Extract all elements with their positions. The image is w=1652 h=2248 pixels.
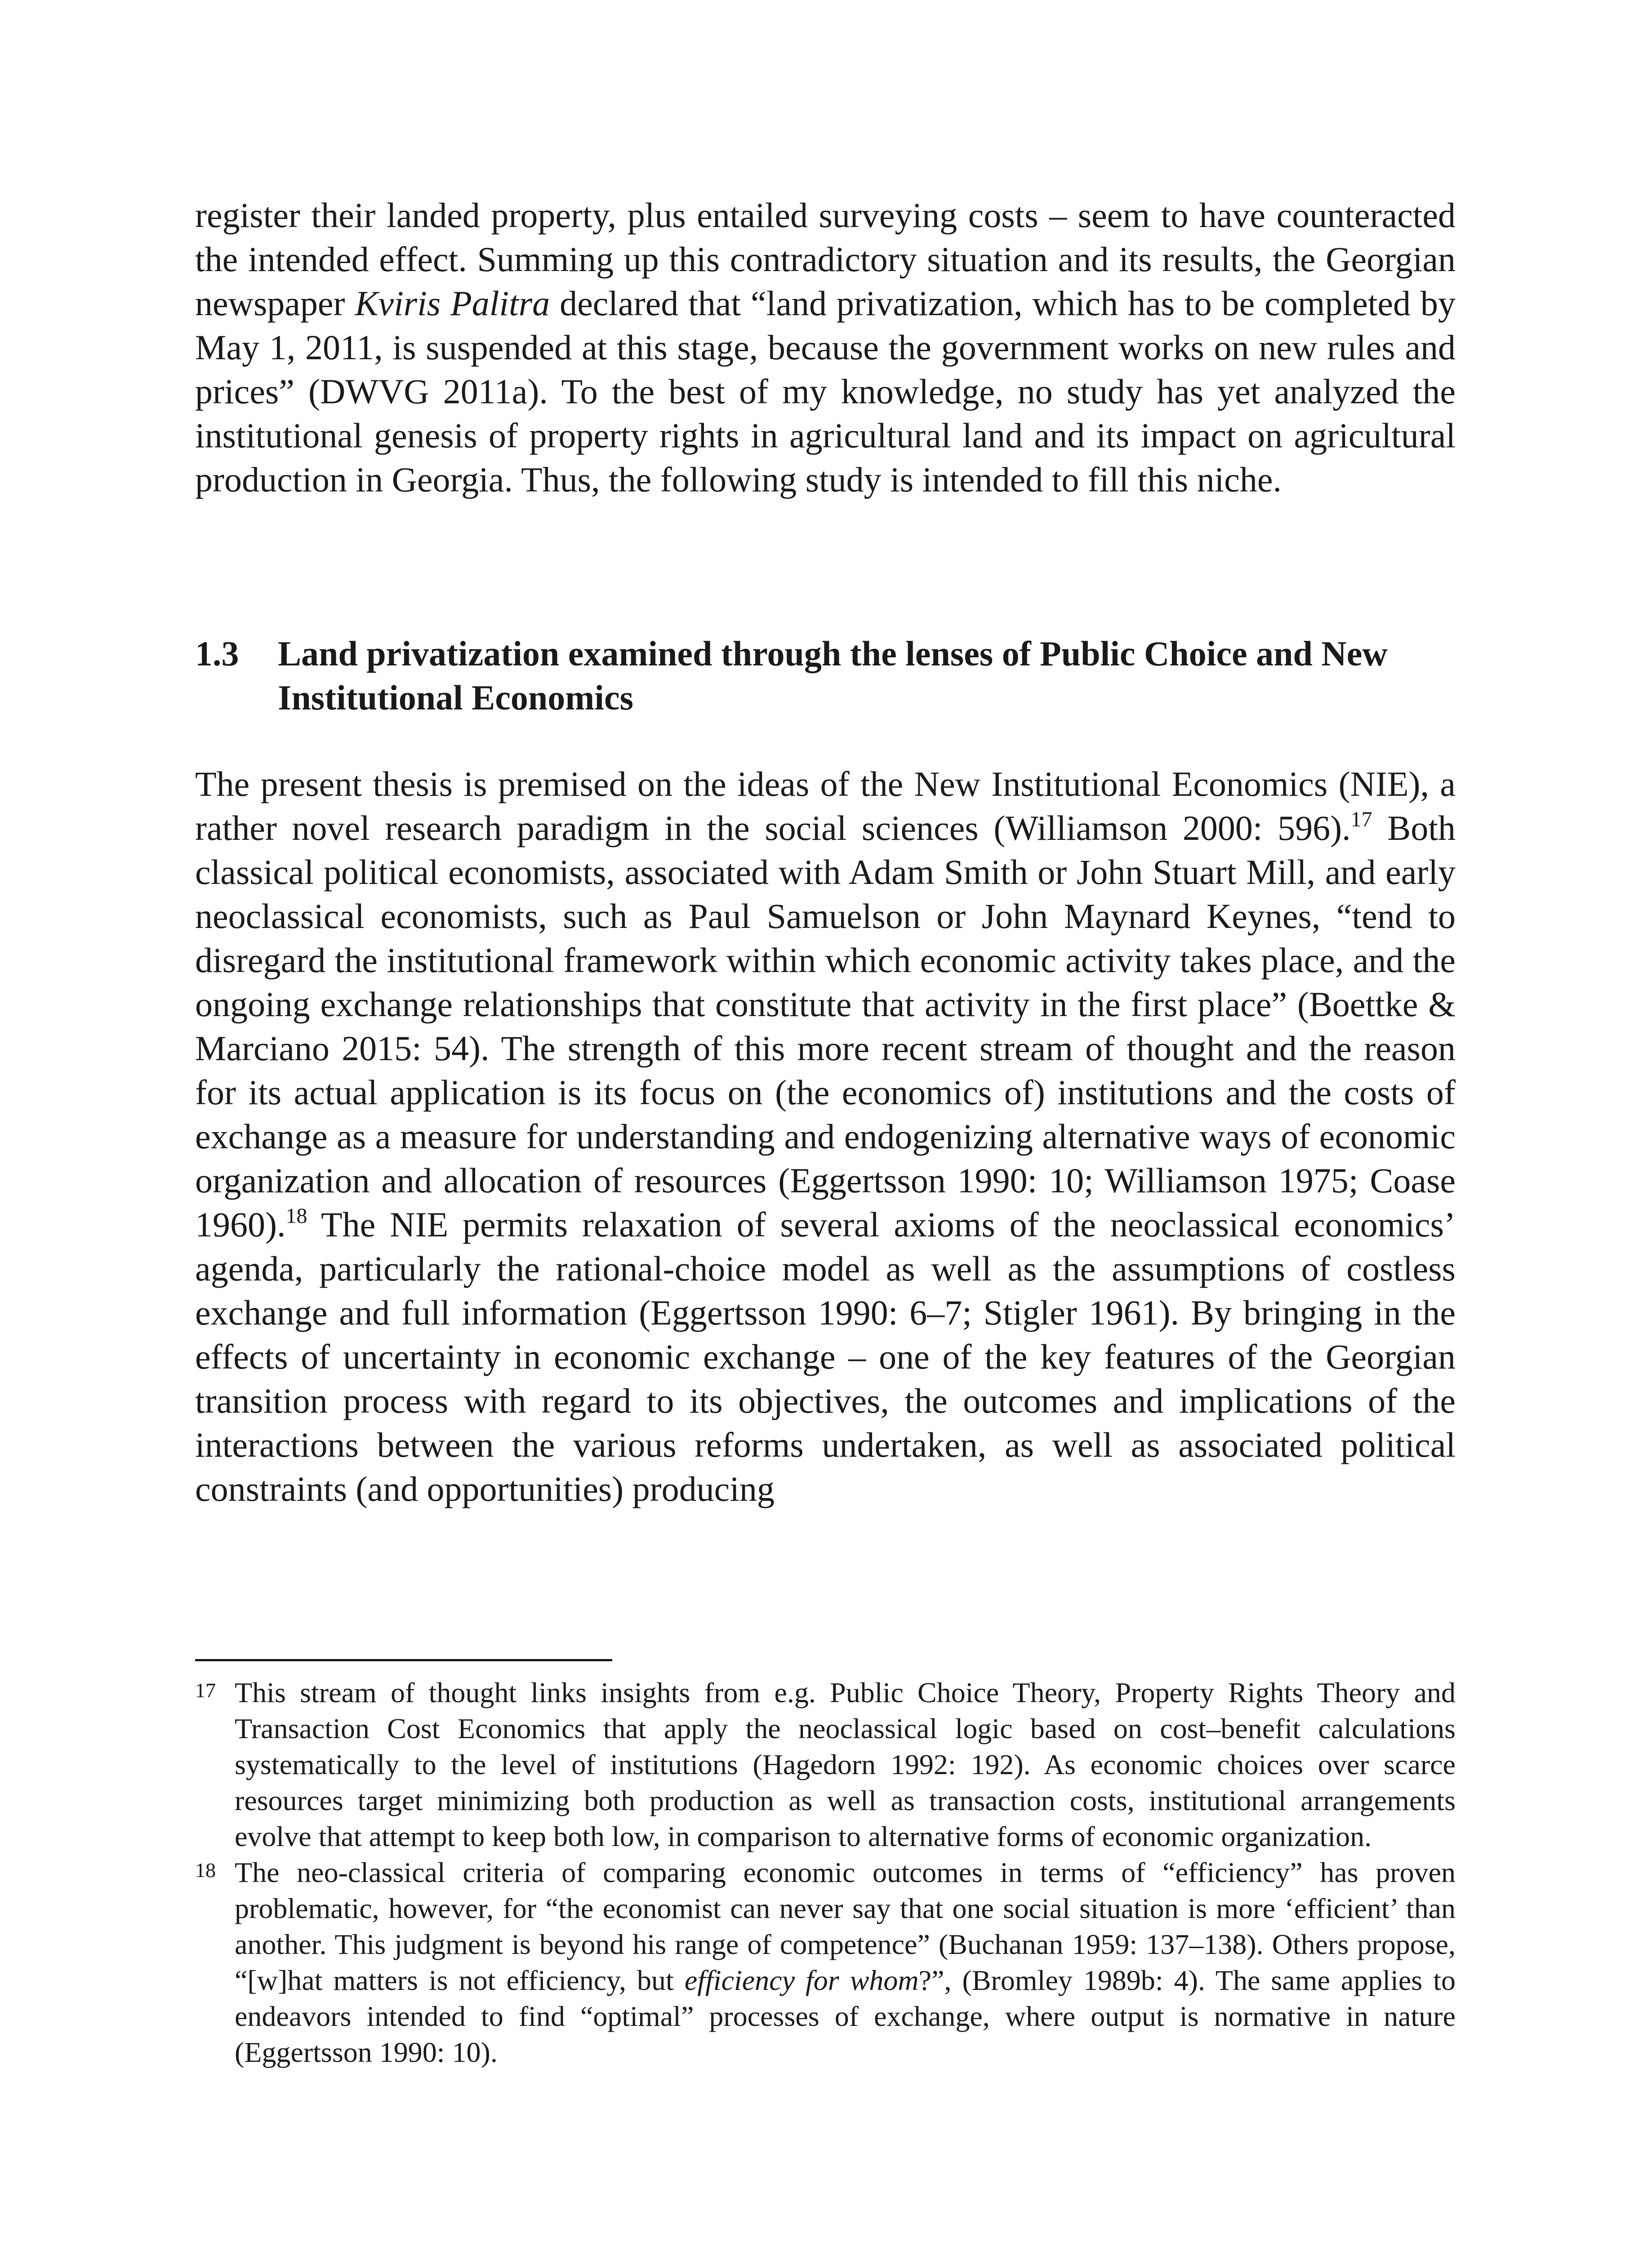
footnote-18-emphasis: efficiency for whom (684, 1964, 919, 1996)
footnote-divider (195, 1659, 612, 1661)
body-paragraph-1 (195, 193, 1456, 502)
footnote-number: 18 (195, 1859, 216, 1882)
section-number: 1.3 (195, 634, 239, 673)
paragraph-2-text-b: Both classical political economists, associated with Adam Smith or John Stuart Mill, and early neoclassical economists, such as Paul Samuelson or John Maynard Keynes, “tend to disregard the institutional framework within which economic activity takes place, and the ongoing exchange relationships that constitute that activity in the first place” (Boettke & Marciano 2015: 54). The strength of this more recent stream of thought and the reason for its actual application is its focus on (the economics of) institutions and the costs of exchange as a measure for understanding and endogenizing alternative ways of economic organization and allocation of resources (Eggertsson 1990: 10; Williamson 1975; Coase 1960). (195, 808, 1456, 1244)
paragraph-2-text-c: The NIE permits relaxation of several axioms of the neoclassical economics’ agenda, particularly the rational-choice model as well as the assumptions of costless exchange and full information (Eggertsson 1990: 6–7; Stigler 1961). By bringing in the effects of uncertainty in economic exchange – one of the key features of the Georgian transition process with regard to its objectives, the outcomes and implications of the interactions between the various reforms undertaken, as well as associated political constraints (and opportunities) producing (195, 1205, 1456, 1508)
section-title: Land privatization examined through the lenses of Public Choice and New Institutional Economics (278, 634, 1388, 717)
footnote-ref-18[interactable]: 18 (285, 1204, 307, 1228)
paragraph-2-text-a: The present thesis is premised on the ideas of the New Institutional Economics (NIE), a rather novel research paradigm in the social sciences (Williamson 2000: 596). (195, 764, 1456, 847)
section-heading (195, 632, 1456, 720)
footnotes (195, 1675, 1456, 2070)
footnote-text: This stream of thought links insights from e.g. Public Choice Theory, Property Rights Theory and Transaction Cost Economics that apply the neoclassical logic based on cost–benefit calculations systematically to the level of institutions (Hagedorn 1992: 192). As economic choices over scarce resources target minimizing both production as well as transaction costs, institutional arrangements evolve that attempt to keep both low, in comparison to alternative forms of economic organization. (235, 1677, 1456, 1852)
footnote-number: 17 (195, 1679, 216, 1702)
footnote-18-text-a: The neo-classical criteria of comparing economic outcomes in terms of “efficiency” has proven problematic, however, for “the economist can never say that one social situation is more ‘efficient’ than another. This judgment is beyond his range of competence” (Buchanan 1959: 137–138). Others propose, “[w]hat matters is not efficiency, but (235, 1856, 1456, 1996)
body-paragraph-2 (195, 762, 1456, 1511)
footnote-ref-17[interactable]: 17 (1350, 807, 1372, 831)
footnote-18-text-b: ?”, (Bromley 1989b: 4). The same applies to endeavors intended to find “optimal” processes of exchange, where output is normative in nature (Eggertsson 1990: 10). (235, 1964, 1456, 2068)
paragraph-1-text-a: register their landed property, plus entailed surveying costs – seem to have counteracted the intended effect. Summing up this contradictory situation and its results, the Georgian newspaper (195, 196, 1456, 323)
footnote-text (235, 1855, 1456, 2070)
newspaper-title: Kviris Palitra (355, 284, 550, 323)
footnote-17 (195, 1675, 1456, 1855)
paragraph-1-text-b: declared that “land privatization, which has to be completed by May 1, 2011, is suspended at this stage, because the government works on new rules and prices” (DWVG 2011a). To the best of my knowledge, no study has yet analyzed the institutional genesis of property rights in agricultural land and its impact on agricultural production in Georgia. Thus, the following study is intended to fill this niche. (195, 284, 1456, 499)
footnote-18 (195, 1855, 1456, 2070)
